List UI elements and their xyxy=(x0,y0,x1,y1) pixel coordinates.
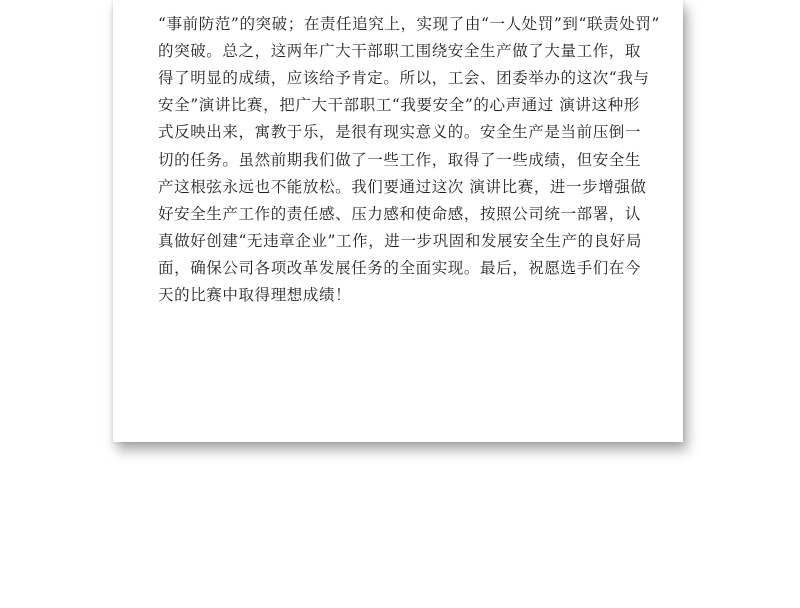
text-line: 面，确保公司各项改革发展任务的全面实现。最后，祝愿选手们在今 xyxy=(158,258,642,277)
text-line: 真做好创建“无违章企业”工作，进一步巩固和发展安全生产的良好局 xyxy=(158,231,642,250)
text-line: 的突破。总之，这两年广大干部职工围绕安全生产做了大量工作，取 xyxy=(158,42,642,61)
text-line: 产这根弦永远也不能放松。我们要通过这次 演讲比赛，进一步增强做 xyxy=(158,177,647,196)
text-line: “事前防范”的突破；在责任追究上，实现了由“一人处罚”到“联责处罚” xyxy=(158,15,660,34)
text-line: 天的比赛中取得理想成绩！ xyxy=(158,286,352,305)
cut-off-line xyxy=(158,0,638,11)
text-line: 得了明显的成绩，应该给予肯定。所以，工会、团委举办的这次“我与 xyxy=(158,69,650,88)
text-line: 式反映出来，寓教于乐，是很有现实意义的。安全生产是当前压倒一 xyxy=(158,123,642,142)
text-line: 切的任务。虽然前期我们做了一些工作，取得了一些成绩，但安全生 xyxy=(158,150,642,169)
document-body xyxy=(158,0,660,309)
text-line: 安全”演讲比赛，把广大干部职工“我要安全”的心声通过 演讲这种形 xyxy=(158,96,640,115)
text-line: 好安全生产工作的责任感、压力感和使命感，按照公司统一部署，认 xyxy=(158,204,642,223)
